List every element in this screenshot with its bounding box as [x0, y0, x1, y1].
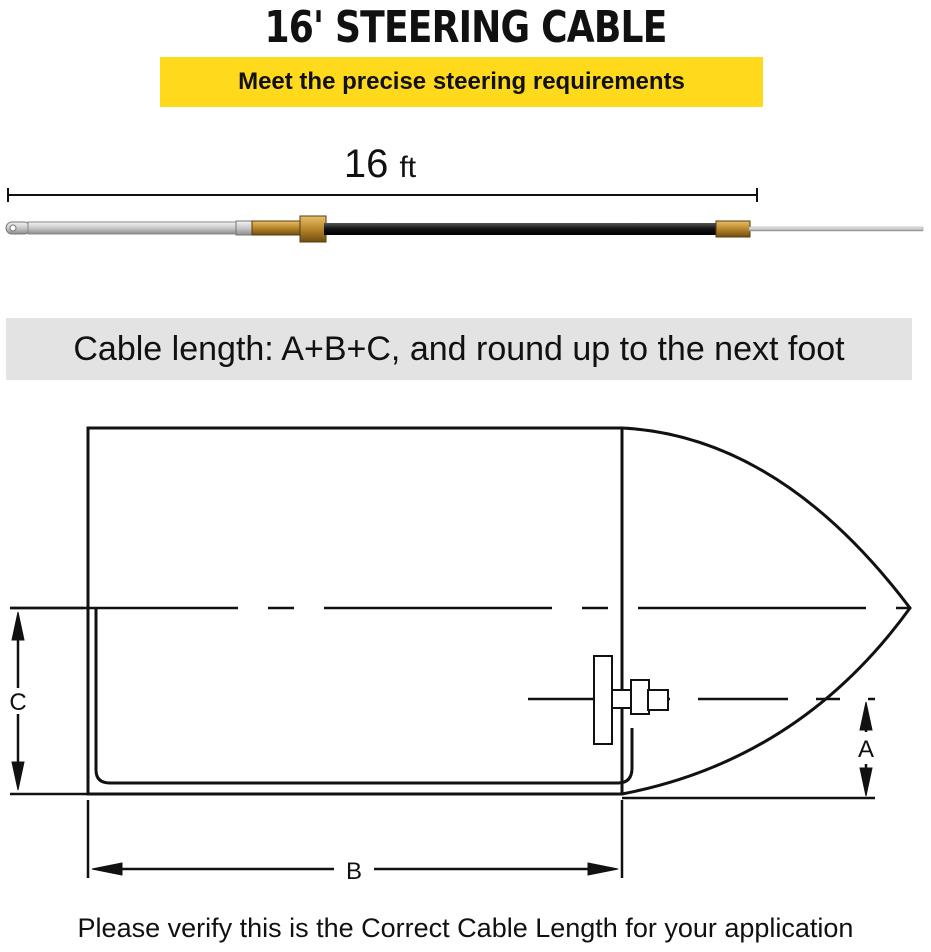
cable-length-unit: ft — [399, 151, 417, 184]
subtitle-text: Meet the precise steering requirements — [238, 68, 685, 95]
formula-text: Cable length: A+B+C, and round up to the next foot — [73, 329, 845, 368]
cable-length-value: 16 — [343, 142, 389, 186]
page-title: 16' STEERING CABLE — [264, 2, 667, 53]
label-c: C — [9, 689, 27, 716]
label-a: A — [857, 736, 875, 763]
label-b: B — [345, 858, 363, 885]
footer-note: Please verify this is the Correct Cable Length for your application — [77, 913, 854, 943]
cockpit-inner-line — [96, 608, 632, 783]
boat-hull-outline — [88, 428, 910, 794]
